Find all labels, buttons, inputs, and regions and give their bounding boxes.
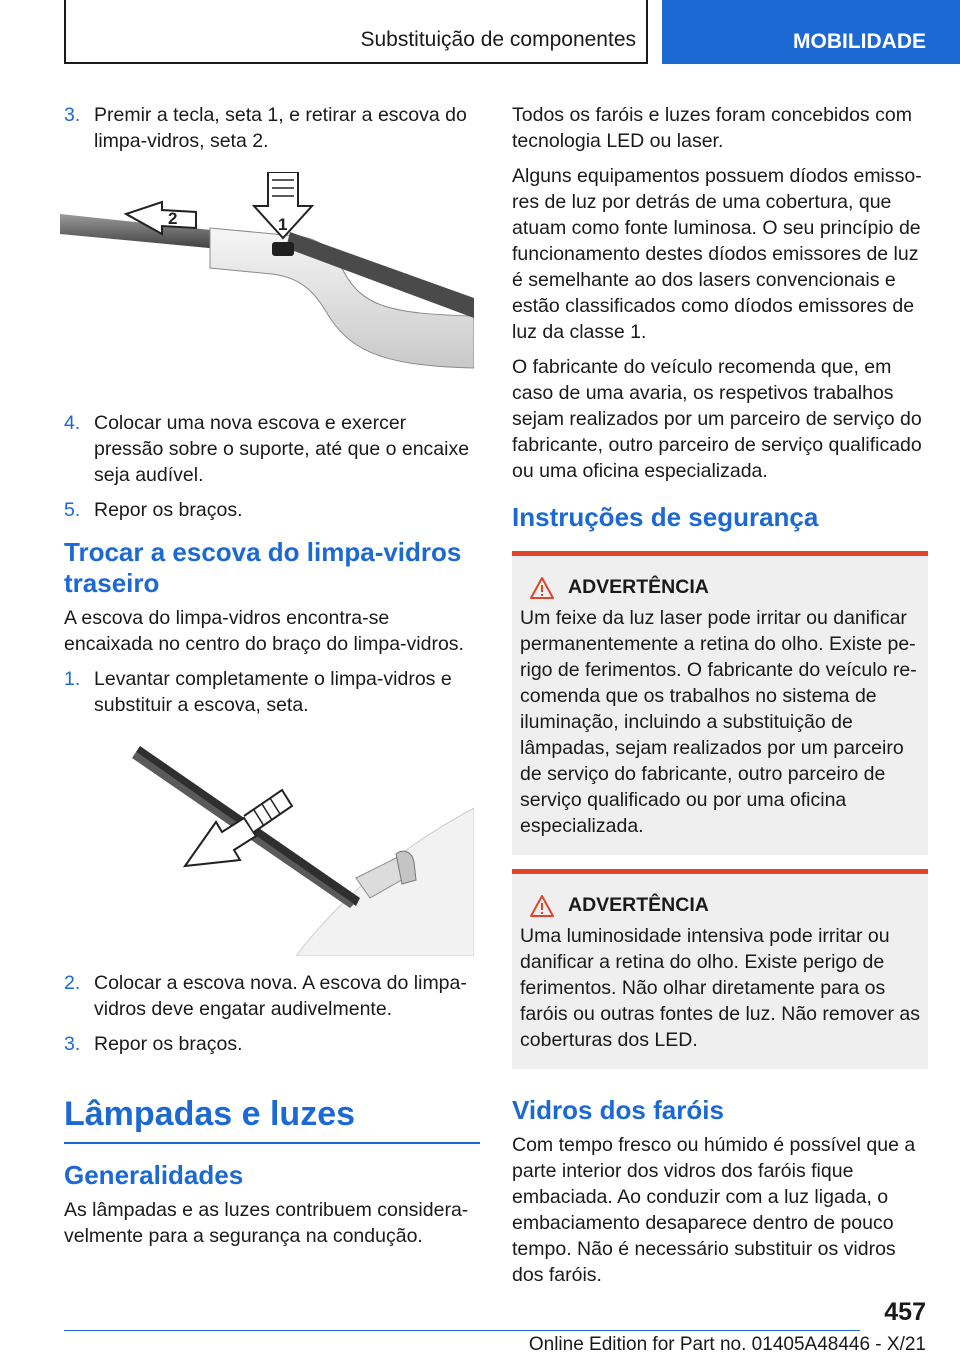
step-number: 1. xyxy=(64,668,81,690)
warning-header xyxy=(520,576,920,599)
step-number: 2. xyxy=(64,972,81,994)
wiper-blade-removal-figure xyxy=(60,172,474,398)
heading-headlight-glass: Vidros dos faróis xyxy=(512,1095,724,1125)
step-number: 3. xyxy=(64,1033,81,1055)
edition-footer: Online Edition for Part no. 01405A48446 - X/21 xyxy=(528,1334,926,1355)
step-text: Colocar a escova nova. A escova do limpa-vidros deve engatar audivelmente. xyxy=(94,972,467,1020)
rear-wiper-intro: A escova do limpa-vidros encontra-se encaixada no centro do braço do limpa-vidros. xyxy=(64,607,464,655)
step-text: Premir a tecla, seta 1, e retirar a escova do limpa-vidros, seta 2. xyxy=(94,104,467,152)
warning-label: ADVERTÊNCIA xyxy=(568,894,709,916)
lights-para-3: O fabricante do veículo recomenda que, em caso de uma avaria, os respetivos trabalhos sejam realizados por um parceiro de serviço do fabricante, outro parceiro de serviço qualificado ou uma oficina especializada. xyxy=(512,356,922,482)
step-number: 5. xyxy=(64,499,81,521)
step-number: 3. xyxy=(64,104,81,126)
list-item xyxy=(64,970,478,1022)
step-text: Repor os braços. xyxy=(94,499,243,521)
warning-label: ADVERTÊNCIA xyxy=(568,576,709,598)
heading-rear-wiper: Trocar a escova do limpa-vidros traseiro xyxy=(64,537,462,598)
warning-box xyxy=(512,869,928,1069)
lights-para-1: Todos os faróis e luzes foram concebidos com tecnologia LED ou laser. xyxy=(512,104,912,152)
chapter-tab[interactable]: MOBILIDADE xyxy=(662,0,960,64)
warning-box xyxy=(512,551,928,855)
rear-wiper-figure xyxy=(60,728,474,956)
headlight-glass-text: Com tempo fresco ou húmido é possível que a parte interior dos vidros dos faróis fique embaciada. Ao conduzir com a luz ligada, o embaciamento desaparece dentro de pouco tempo. Não é necessário substituir os vidros dos faróis. xyxy=(512,1134,916,1286)
list-item xyxy=(64,1031,478,1057)
right-column xyxy=(512,102,928,1297)
arrow-label-1: 1 xyxy=(278,215,288,234)
warning-header xyxy=(520,894,920,917)
step-text: Colocar uma nova escova e exercer pressão sobre o suporte, até que o encaixe seja audível. xyxy=(94,412,470,486)
heading-safety: Instruções de segurança xyxy=(512,502,819,532)
left-column xyxy=(64,102,478,1258)
step-number: 4. xyxy=(64,412,81,434)
warning-triangle-icon xyxy=(530,577,554,599)
footer-divider xyxy=(64,1330,860,1331)
warning-text: Uma luminosidade intensiva pode irritar ou danificar a retina do olho. Existe perigo de ferimentos. Não olhar diretamente para os faróis ou outras fontes de luz. Não remover as coberturas dos LED. xyxy=(520,925,920,1051)
warning-text: Um feixe da luz laser pode irritar ou danificar permanentemente a retina do olho. Existe perigo de ferimentos. O fabricante do veículo recomenda que os trabalhos no sistema de iluminação, incluindo a substituição de lâmpadas, sejam realizados por um parceiro de serviço do fabricante, outro parceiro de serviço qualificado ou por uma oficina especializada. xyxy=(520,607,917,837)
arrow-label-2: 2 xyxy=(168,209,178,228)
heading-general: Generalidades xyxy=(64,1160,244,1190)
section-title: Substituição de componentes xyxy=(360,28,636,51)
heading-lamps: Lâmpadas e luzes xyxy=(64,1095,356,1133)
page-number: 457 xyxy=(884,1298,926,1326)
heading-divider xyxy=(64,1142,480,1144)
lights-para-2: Alguns equipamentos possuem díodos emissores de luz por detrás de uma cobertura, que atuam como fonte luminosa. O seu princípio de funcionamento destes díodos emissores de luz é semelhante ao dos lasers convencionais e estão classificados como díodos emissores de luz da classe 1. xyxy=(512,165,922,343)
list-item xyxy=(64,497,478,523)
step-text: Repor os braços. xyxy=(94,1033,243,1055)
warning-triangle-icon xyxy=(530,895,554,917)
step-text: Levantar completamente o limpa-vidros e substituir a escova, seta. xyxy=(94,668,452,716)
list-item xyxy=(64,410,478,488)
list-item xyxy=(64,666,478,718)
general-text: As lâmpadas e as luzes contribuem consideravelmente para a segurança na condução. xyxy=(64,1199,469,1247)
list-item xyxy=(64,102,478,154)
